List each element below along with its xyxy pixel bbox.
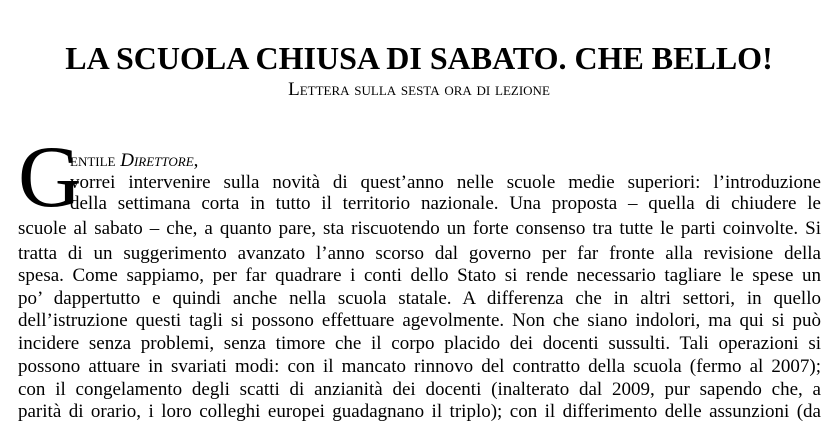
body-line: vorrei intervenire sulla novità di quest’anno nelle scuole medie superiori: l’introduzione [70, 172, 821, 193]
body-line: tratta di un suggerimento avanzato l’anno scorso dal governo per far fronte alla revisione della [18, 243, 821, 264]
body-line: della settimana corta in tutto il territorio nazionale. Una proposta – quella di chiudere le [70, 193, 821, 214]
body-line: incidere senza problemi, senza timore che il corpo placido dei docenti sussulti. Tali operazioni si [18, 333, 821, 354]
body-line: po’ dappertutto e quindi anche nella scuola statale. A differenza che in altri settori, in quello [18, 288, 821, 309]
drop-cap: G [18, 129, 82, 226]
salutation-text: entile [70, 150, 121, 171]
salutation-italic: Direttore [120, 150, 194, 171]
body-line: con il congelamento degli scatti di anzianità dei docenti (inalterato dal 2009, pur sapendo che, a [18, 379, 821, 400]
salutation [70, 151, 198, 171]
body-line: parità di orario, i loro colleghi europei guadagnano il triplo); con il differimento delle assunzioni (da [18, 401, 821, 422]
body-line: scuole al sabato – che, a quanto pare, sta riscuotendo un forte consenso tra tutte le parti coinvolte. Si [18, 218, 821, 239]
article-subtitle: Lettera sulla sesta ora di lezione [288, 79, 550, 100]
body-line: spesa. Come sappiamo, per far quadrare i conti dello Stato si rende necessario tagliare le spese un [18, 265, 821, 286]
body-line: dell’istruzione questi tagli si possono effettuare agevolmente. Non che siano indolori, ma qui si può [18, 310, 821, 331]
salutation-end: , [193, 150, 199, 171]
article-title: LA SCUOLA CHIUSA DI SABATO. CHE BELLO! [65, 40, 773, 76]
body-line: possono attuare in svariati modi: con il mancato rinnovo del contratto della scuola (fermo al 2007); [18, 356, 821, 377]
